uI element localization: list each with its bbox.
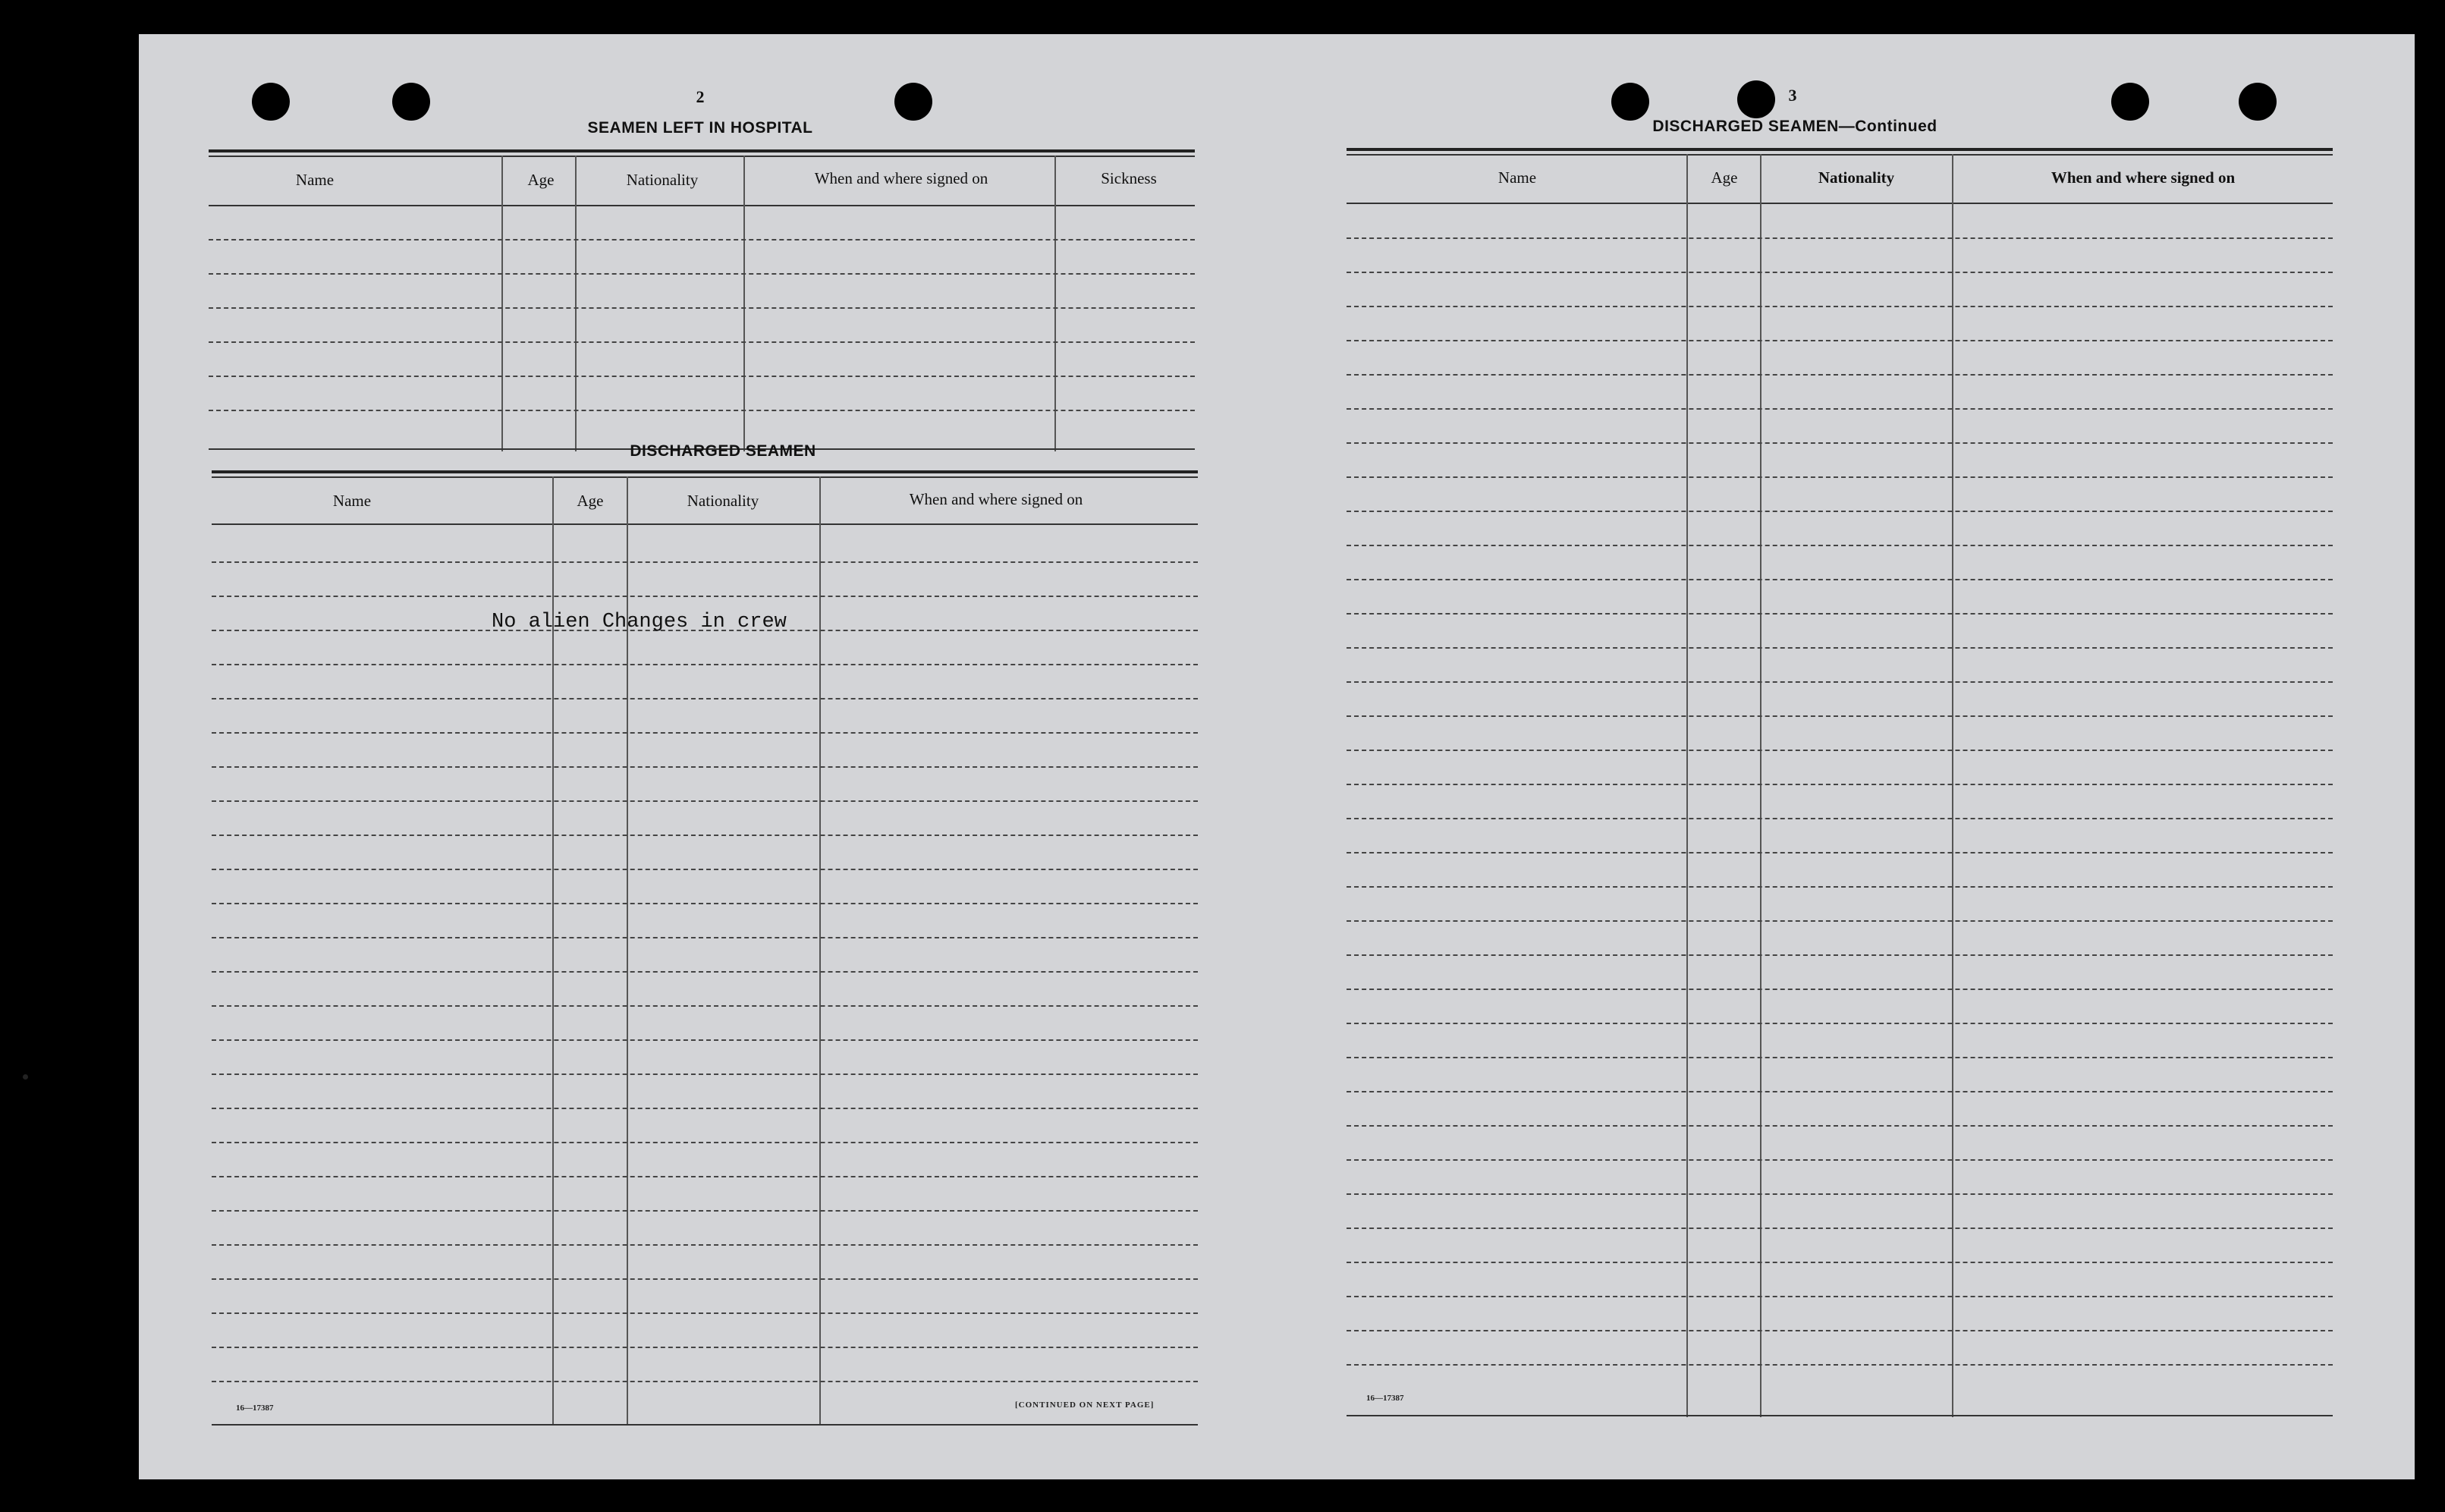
table-row bbox=[1347, 476, 2333, 478]
column-header-name: Name bbox=[1497, 168, 1537, 187]
column-header-nationality: Nationality bbox=[1818, 168, 1895, 187]
table-row bbox=[1347, 989, 2333, 990]
column-header-age: Age bbox=[527, 171, 555, 189]
title-suffix: —Continued bbox=[1838, 118, 1937, 135]
table-row bbox=[1347, 818, 2333, 819]
column-header-nationality: Nationality bbox=[626, 171, 699, 189]
page-number: 2 bbox=[696, 87, 705, 106]
table-row bbox=[1347, 272, 2333, 273]
column-header-sickness: Sickness bbox=[1101, 169, 1157, 187]
column-header-nationality: Nationality bbox=[687, 492, 759, 510]
table-row bbox=[1347, 681, 2333, 683]
table-row bbox=[1347, 886, 2333, 888]
table-row bbox=[1347, 852, 2333, 853]
table-row bbox=[1347, 306, 2333, 307]
discharged-continued-title bbox=[1628, 118, 1962, 136]
page-number: 3 bbox=[1788, 86, 1797, 105]
table-row bbox=[1347, 374, 2333, 376]
table-row bbox=[1347, 1091, 2333, 1092]
table-row bbox=[1347, 715, 2333, 717]
table-row bbox=[1347, 954, 2333, 956]
table-row bbox=[1347, 545, 2333, 546]
table-row bbox=[1347, 1330, 2333, 1331]
column-header-signed-on: When and where signed on bbox=[814, 169, 988, 187]
table-row bbox=[1347, 442, 2333, 444]
column-header-age: Age bbox=[577, 492, 604, 510]
column-header-name: Name bbox=[295, 171, 335, 189]
document-sheet bbox=[139, 34, 2415, 1479]
title-main: DISCHARGED SEAMEN bbox=[1652, 118, 1839, 135]
table-row bbox=[1347, 1296, 2333, 1297]
scan-speck bbox=[23, 1074, 28, 1080]
column-header-name: Name bbox=[332, 492, 372, 510]
typed-note: No alien Changes in crew bbox=[492, 611, 787, 633]
table-row bbox=[1347, 1364, 2333, 1366]
table-row bbox=[1347, 1023, 2333, 1024]
table-row bbox=[1347, 1057, 2333, 1058]
table-row bbox=[1347, 1159, 2333, 1161]
continued-note: [CONTINUED ON NEXT PAGE] bbox=[1015, 1400, 1155, 1410]
table-row bbox=[1347, 647, 2333, 649]
table-row bbox=[1347, 1193, 2333, 1195]
table-row bbox=[1347, 1262, 2333, 1263]
table-row bbox=[1347, 511, 2333, 512]
right-page bbox=[139, 34, 2415, 1479]
column-header-signed-on: When and where signed on bbox=[2051, 168, 2236, 187]
table-row bbox=[1347, 408, 2333, 410]
table-row bbox=[1347, 340, 2333, 341]
table-row bbox=[1347, 1228, 2333, 1229]
table-row bbox=[1347, 237, 2333, 239]
hospital-section-title: SEAMEN LEFT IN HOSPITAL bbox=[587, 119, 813, 137]
table-row bbox=[1347, 750, 2333, 751]
table-row bbox=[1347, 1125, 2333, 1127]
column-header-age: Age bbox=[1711, 168, 1738, 187]
table-row bbox=[1347, 920, 2333, 922]
column-header-signed-on: When and where signed on bbox=[909, 490, 1083, 508]
table-row bbox=[1347, 579, 2333, 580]
form-number: 16—17387 bbox=[236, 1404, 274, 1413]
discharged-section-title: DISCHARGED SEAMEN bbox=[630, 442, 816, 460]
table-row bbox=[1347, 613, 2333, 615]
form-number: 16—17387 bbox=[1366, 1394, 1404, 1403]
table-row bbox=[1347, 784, 2333, 785]
